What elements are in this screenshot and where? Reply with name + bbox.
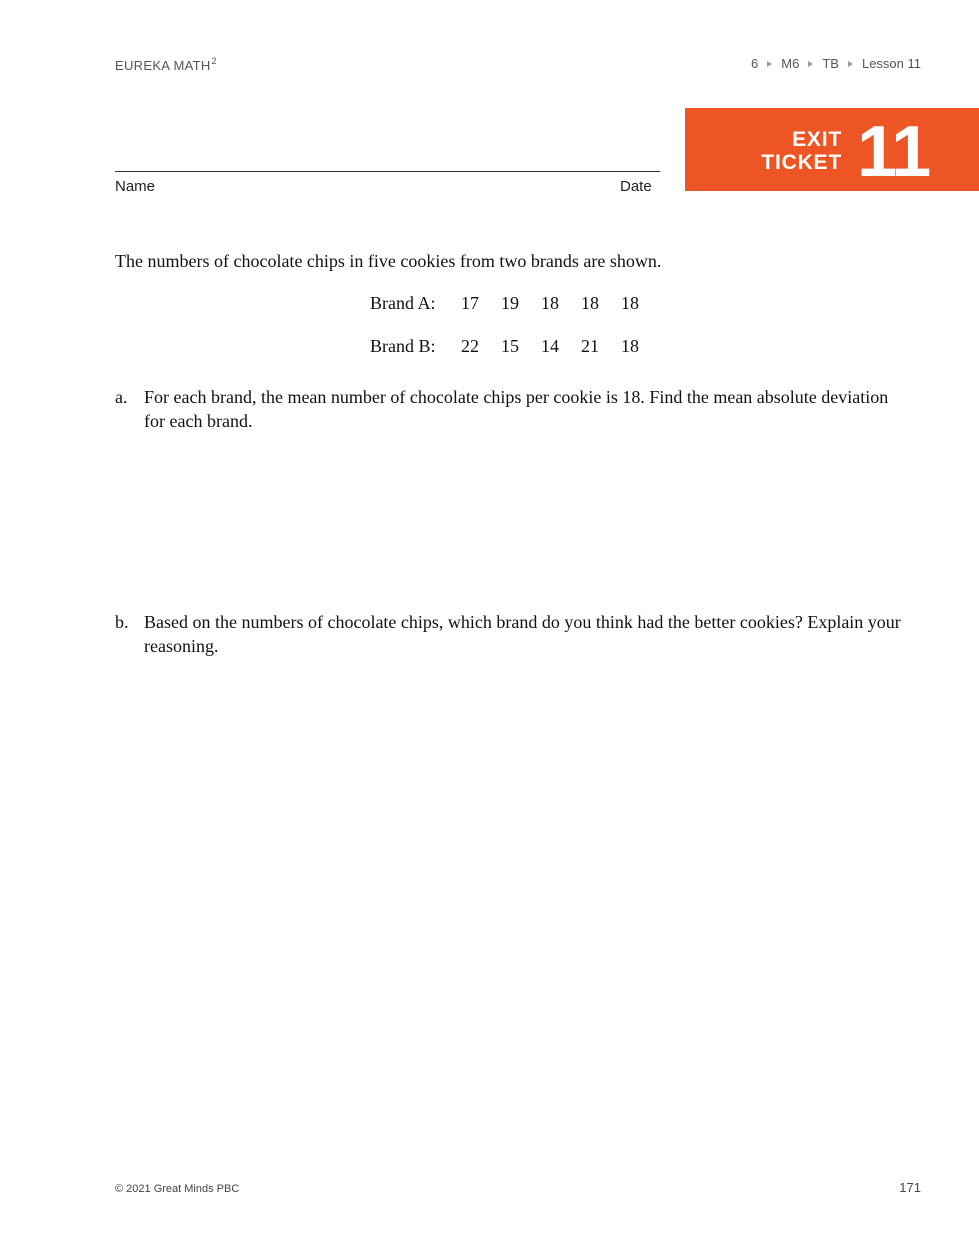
question-a <box>115 385 905 433</box>
breadcrumb-separator-icon <box>767 61 772 67</box>
breadcrumb-lesson: Lesson 11 <box>861 56 921 71</box>
table-cell: 19 <box>501 293 519 313</box>
name-date-line[interactable] <box>115 171 660 172</box>
breadcrumb-separator-icon <box>848 61 853 67</box>
breadcrumb-module: M6 <box>781 56 800 71</box>
table-cell: 21 <box>581 336 599 356</box>
breadcrumb-separator-icon <box>808 61 813 67</box>
table-cell: 18 <box>581 293 599 313</box>
table-cell: 15 <box>501 336 519 356</box>
table-cell: 18 <box>541 293 559 313</box>
question-letter: a. <box>115 387 128 407</box>
exit-ticket-title <box>761 128 842 174</box>
brand-name: EUREKA MATH <box>115 58 211 73</box>
table-cell: 18 <box>621 336 639 356</box>
table-row-brand-b <box>370 336 650 379</box>
question-text: Based on the numbers of chocolate chips, which brand do you think had the better cookies? Explain your reasoning. <box>144 612 901 656</box>
row-label: Brand A: <box>370 293 436 313</box>
chip-count-table <box>370 293 650 379</box>
table-cell: 14 <box>541 336 559 356</box>
copyright-notice: © 2021 Great Minds PBC <box>115 1183 240 1195</box>
breadcrumb <box>751 56 921 71</box>
table-cell: 18 <box>621 293 639 313</box>
date-label: Date <box>620 178 652 195</box>
exit-ticket-line2: TICKET <box>761 151 842 174</box>
question-text: For each brand, the mean number of chocolate chips per cookie is 18. Find the mean absolute deviation for each brand. <box>144 387 889 431</box>
table-cell: 17 <box>461 293 479 313</box>
page-number: 171 <box>899 1180 921 1195</box>
breadcrumb-grade: 6 <box>751 56 759 71</box>
table-cell: 22 <box>461 336 479 356</box>
exit-ticket-number: 11 <box>857 112 930 192</box>
name-label: Name <box>115 178 156 195</box>
brand-logo <box>115 56 217 73</box>
table-row-brand-a <box>370 293 650 336</box>
brand-superscript: 2 <box>211 56 217 66</box>
row-label: Brand B: <box>370 336 436 356</box>
breadcrumb-book: TB <box>822 56 839 71</box>
question-letter: b. <box>115 612 129 632</box>
exit-ticket-banner <box>685 108 979 191</box>
question-b <box>115 610 905 658</box>
exit-ticket-line1: EXIT <box>792 128 842 151</box>
problem-intro: The numbers of chocolate chips in five cookies from two brands are shown. <box>115 251 662 271</box>
